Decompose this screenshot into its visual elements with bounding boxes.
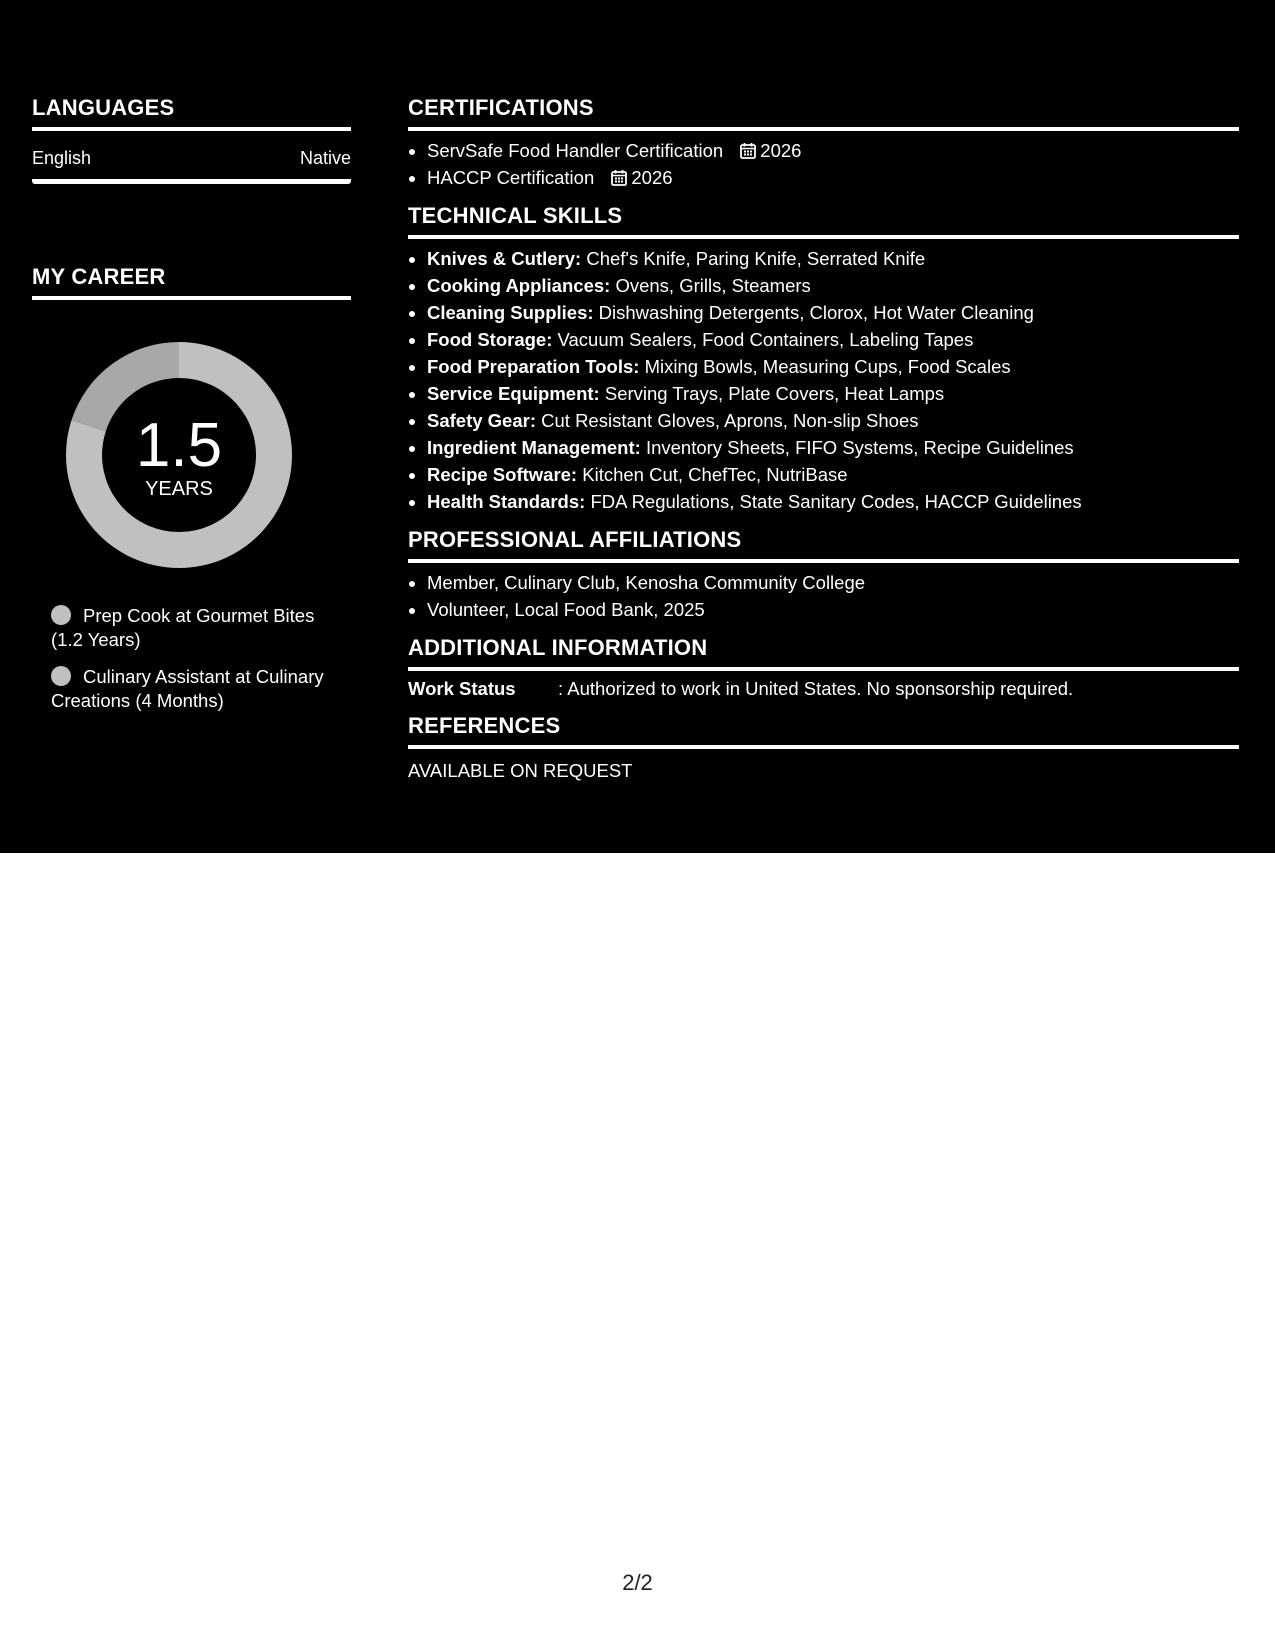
skill-value: Serving Trays, Plate Covers, Heat Lamps [604, 383, 945, 404]
calendar-icon [740, 142, 756, 159]
skill-item [427, 245, 1239, 272]
skill-item [427, 461, 1239, 488]
skill-value: Kitchen Cut, ChefTec, NutriBase [582, 464, 848, 485]
references-section [408, 713, 1239, 783]
language-name: English [32, 148, 92, 168]
career-total-value: 1.5 [135, 411, 223, 480]
career-title: MY CAREER [32, 264, 351, 300]
career-item-text: Culinary Assistant at Culinary Creations (4 Months) [51, 666, 324, 711]
references-title: REFERENCES [408, 713, 1239, 749]
work-status-row [408, 677, 1239, 701]
skill-item [427, 434, 1239, 461]
skill-label: Ingredient Management: [427, 437, 641, 458]
certifications-title: CERTIFICATIONS [408, 95, 1239, 131]
career-list [32, 604, 351, 713]
skill-item [427, 488, 1239, 515]
skill-label: Knives & Cutlery: [427, 248, 582, 269]
affiliations-list [408, 569, 1239, 623]
left-column [32, 95, 351, 726]
references-text: AVAILABLE ON REQUEST [408, 760, 633, 781]
language-level: Native [299, 148, 351, 168]
skill-item [427, 380, 1239, 407]
skill-label: Cleaning Supplies: [427, 302, 594, 323]
skill-label: Recipe Software: [427, 464, 578, 485]
skill-item [427, 353, 1239, 380]
skill-value: Chef's Knife, Paring Knife, Serrated Knife [586, 248, 926, 269]
skill-value: Ovens, Grills, Steamers [615, 275, 811, 296]
skill-item [427, 272, 1239, 299]
skill-value: Mixing Bowls, Measuring Cups, Food Scales [644, 356, 1011, 377]
skill-label: Health Standards: [427, 491, 586, 512]
skill-label: Service Equipment: [427, 383, 600, 404]
certifications-list [408, 137, 1239, 191]
languages-title: LANGUAGES [32, 95, 351, 131]
skill-item [427, 299, 1239, 326]
career-donut-chart [66, 342, 292, 568]
technical-skills-section [408, 203, 1239, 515]
certification-year: 2026 [760, 140, 802, 161]
calendar-icon [611, 169, 627, 186]
career-total-unit: YEARS [145, 478, 213, 500]
skill-value: Inventory Sheets, FIFO Systems, Recipe Guidelines [645, 437, 1074, 458]
skill-label: Cooking Appliances: [427, 275, 611, 296]
career-item [51, 665, 341, 713]
donut-center [66, 342, 292, 568]
technical-skills-title: TECHNICAL SKILLS [408, 203, 1239, 239]
work-status-value: : Authorized to work in United States. No sponsorship required. [558, 678, 1074, 699]
certification-year: 2026 [631, 167, 673, 188]
right-column [408, 95, 1239, 795]
technical-skills-list [408, 245, 1239, 515]
additional-info-section [408, 635, 1239, 701]
certification-date [740, 140, 801, 161]
certification-item [427, 164, 1239, 191]
additional-info-title: ADDITIONAL INFORMATION [408, 635, 1239, 671]
skill-value: Cut Resistant Gloves, Aprons, Non-slip Shoes [541, 410, 919, 431]
certification-name: ServSafe Food Handler Certification [427, 140, 724, 161]
skill-label: Food Storage: [427, 329, 553, 350]
certifications-section [408, 95, 1239, 191]
work-status-label: Work Status [408, 678, 516, 699]
skill-value: Dishwashing Detergents, Clorox, Hot Water Cleaning [598, 302, 1034, 323]
circle-dot-icon [51, 666, 71, 686]
affiliation-item: • Member, Culinary Club, Kenosha Community College [427, 569, 1239, 596]
affiliations-section [408, 527, 1239, 623]
skill-item [427, 407, 1239, 434]
skill-label: Food Preparation Tools: [427, 356, 640, 377]
career-item-text: Prep Cook at Gourmet Bites (1.2 Years) [51, 605, 315, 650]
skill-value: Vacuum Sealers, Food Containers, Labeling Tapes [557, 329, 974, 350]
affiliations-title: PROFESSIONAL AFFILIATIONS [408, 527, 1239, 563]
certification-date [611, 167, 672, 188]
career-item [51, 604, 341, 652]
skill-item [427, 326, 1239, 353]
circle-dot-icon [51, 605, 71, 625]
skill-label: Safety Gear: [427, 410, 536, 431]
page-number: 2/2 [622, 1570, 653, 1595]
certification-item [427, 137, 1239, 164]
affiliation-item: • Volunteer, Local Food Bank, 2025 [427, 596, 1239, 623]
language-row [32, 131, 351, 184]
certification-name: HACCP Certification [427, 167, 595, 188]
skill-value: FDA Regulations, State Sanitary Codes, HACCP Guidelines [590, 491, 1082, 512]
